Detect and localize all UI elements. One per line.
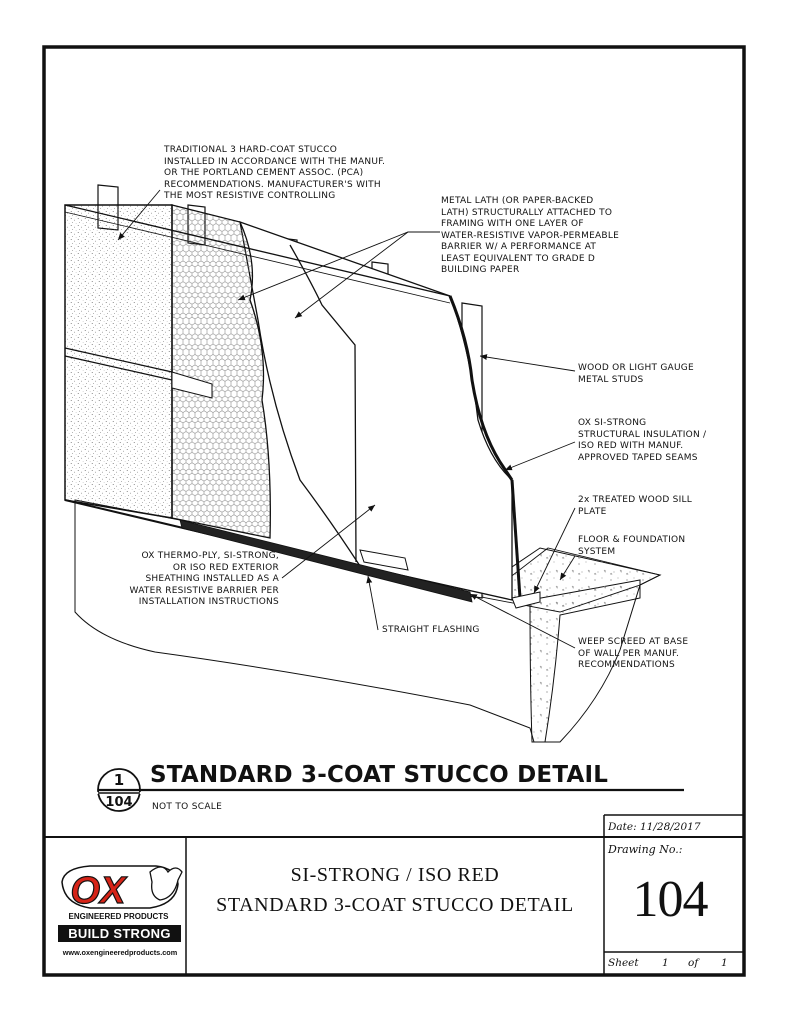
note-lath: METAL LATH (OR PAPER-BACKED LATH) STRUCTURALLY ATTACHED TO FRAMING WITH ONE LAYER OF WATER-RESISTIVE VAPOR-PERMEABLE BARRIER W/ A PERFORMANCE AT LEAST EQUIVALENT TO GRADE D BUILDING PAPER bbox=[441, 196, 620, 275]
leader-insulation bbox=[505, 442, 575, 470]
note-sheathing: OX THERMO-PLY, SI-STRONG, OR ISO RED EXTERIOR SHEATHING INSTALLED AS A WATER RESISTIVE BARRIER PER INSTALLATION INSTRUCTIONS bbox=[129, 551, 279, 607]
sheet-current: 1 bbox=[662, 957, 669, 969]
logo-wordmark: OX bbox=[70, 870, 126, 912]
logo-url: www.oxengineeredproducts.com bbox=[62, 948, 178, 957]
title-block-line-1: SI-STRONG / ISO RED bbox=[290, 864, 500, 886]
note-insulation: OX SI-STRONG STRUCTURAL INSULATION / ISO RED WITH MANUF. APPROVED TAPED SEAMS bbox=[578, 418, 707, 463]
note-weep: WEEP SCREED AT BASE OF WALL PER MANUF. RECOMMENDATIONS bbox=[578, 637, 689, 670]
ox-head-icon bbox=[150, 867, 182, 900]
note-sill: 2x TREATED WOOD SILL PLATE bbox=[578, 495, 693, 517]
sheet-of: of bbox=[688, 957, 699, 969]
sheet-total: 1 bbox=[721, 957, 728, 969]
stucco-coat bbox=[65, 205, 172, 518]
detail-title: STANDARD 3-COAT STUCCO DETAIL bbox=[150, 762, 609, 788]
detail-number: 1 bbox=[113, 771, 125, 789]
note-flashing: STRAIGHT FLASHING bbox=[382, 625, 480, 635]
date-text: Date: 11/28/2017 bbox=[608, 821, 701, 833]
title-block-line-2: STANDARD 3-COAT STUCCO DETAIL bbox=[216, 894, 574, 916]
sheet-label: Sheet bbox=[608, 957, 639, 969]
detail-sheet-ref: 104 bbox=[105, 795, 133, 810]
leader-studs bbox=[480, 356, 575, 371]
detail-scale: NOT TO SCALE bbox=[152, 802, 223, 812]
ox-logo bbox=[62, 866, 182, 912]
note-floor: FLOOR & FOUNDATION SYSTEM bbox=[578, 535, 686, 557]
note-studs: WOOD OR LIGHT GAUGE METAL STUDS bbox=[578, 363, 694, 385]
logo-build-strong: BUILD STRONG bbox=[58, 925, 181, 942]
note-stucco: TRADITIONAL 3 HARD-COAT STUCCO INSTALLED IN ACCORDANCE WITH THE MANUF. OR THE PORTLAND CEMENT ASSOC. (PCA) RECOMMENDATIONS. MANUFACTURER'S WITH THE MOST RESISTIVE CONTROLLING bbox=[164, 145, 386, 201]
logo-tagline: ENGINEERED PRODUCTS bbox=[68, 912, 169, 921]
drawing-number-label: Drawing No.: bbox=[608, 843, 683, 856]
drawing-number: 104 bbox=[632, 871, 708, 928]
